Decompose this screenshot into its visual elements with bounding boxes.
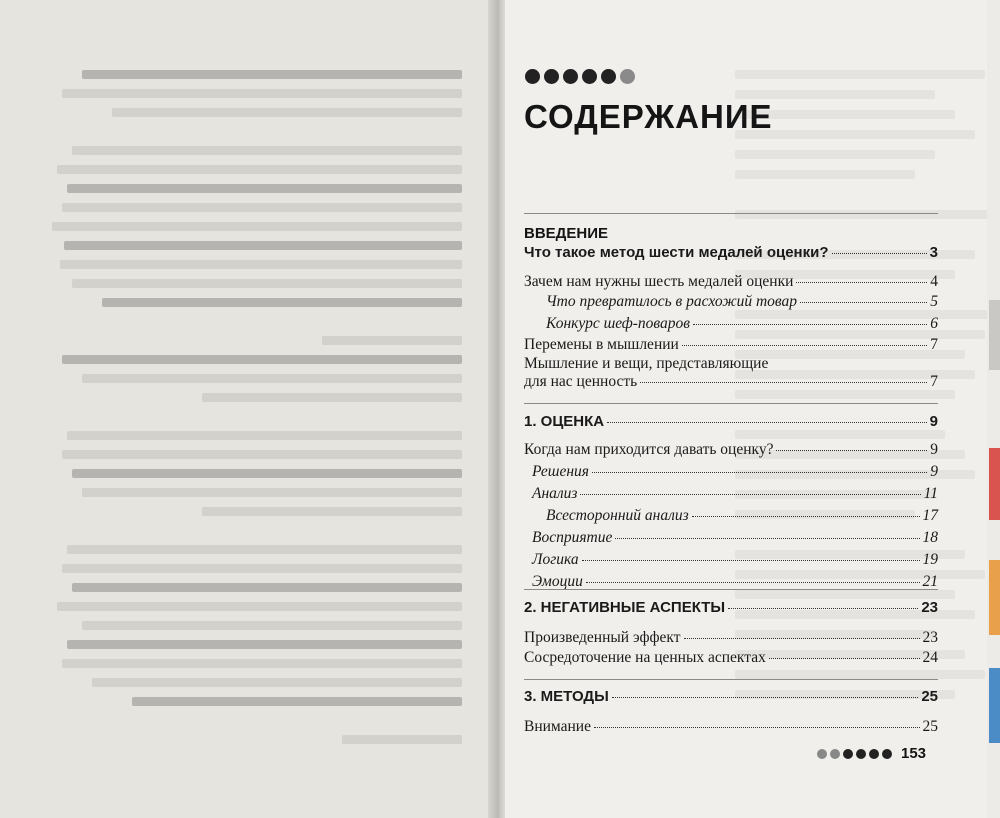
dot-icon xyxy=(869,749,879,759)
bleed-line xyxy=(202,507,462,516)
bleed-line xyxy=(735,150,935,159)
bleed-line xyxy=(64,241,462,250)
bleed-line xyxy=(72,469,462,478)
bleed-line xyxy=(57,602,462,611)
section-page: 25 xyxy=(921,688,938,705)
bleed-line xyxy=(57,165,462,174)
divider xyxy=(524,589,938,590)
toc-entry-label: Внимание xyxy=(524,718,591,735)
bleed-line xyxy=(132,697,462,706)
bleed-line xyxy=(342,735,462,744)
bleed-line xyxy=(62,89,462,98)
toc-entry-page: 3 xyxy=(929,244,938,261)
bleed-line xyxy=(67,431,462,440)
toc-entry-label: Зачем нам нужны шесть медалей оценки xyxy=(524,273,794,290)
dot-leader xyxy=(586,582,920,583)
toc-entry-label: Произведенный эффект xyxy=(524,629,681,646)
toc-entry-label: для нас ценность xyxy=(524,373,638,390)
dot-leader xyxy=(607,422,927,423)
edge-tab xyxy=(989,300,1000,370)
bleed-line xyxy=(67,545,462,554)
bleed-line xyxy=(735,70,985,79)
dot-leader xyxy=(592,472,927,473)
dot-leader xyxy=(692,516,920,517)
dot-leader xyxy=(615,538,919,539)
toc-entry xyxy=(524,485,938,503)
bleed-line xyxy=(62,659,462,668)
divider xyxy=(524,213,938,214)
toc-entry-page: 7 xyxy=(930,336,938,353)
toc-entry-label: Эмоции xyxy=(532,573,583,590)
toc-entry-label: Восприятие xyxy=(532,529,613,546)
section-label: 1. ОЦЕНКА xyxy=(524,413,605,430)
section-entry xyxy=(524,688,938,706)
bleed-line xyxy=(72,583,462,592)
bleed-line xyxy=(102,298,462,307)
toc-entry-page: 4 xyxy=(930,273,938,290)
section-label: 3. МЕТОДЫ xyxy=(524,688,609,705)
toc-entry-page: 6 xyxy=(930,315,938,332)
toc-entry xyxy=(524,463,938,481)
bleed-line xyxy=(67,184,462,193)
toc-entry xyxy=(524,273,938,291)
dot-leader xyxy=(800,302,927,303)
edge-tab-blue xyxy=(989,668,1000,743)
section-page: 9 xyxy=(929,413,938,430)
dot-leader xyxy=(832,253,927,254)
bleed-line xyxy=(60,260,462,269)
page-number: 153 xyxy=(901,745,927,762)
toc-entry xyxy=(524,336,938,354)
divider xyxy=(524,679,938,680)
toc-entry-page: 7 xyxy=(930,373,938,390)
toc-entry xyxy=(524,551,938,569)
bleed-line xyxy=(112,108,462,117)
dot-leader xyxy=(594,727,920,728)
bleed-line xyxy=(67,640,462,649)
dot-icon xyxy=(856,749,866,759)
bleed-line xyxy=(62,564,462,573)
toc-entry-page: 9 xyxy=(930,441,938,458)
toc-entry-page: 5 xyxy=(930,293,938,310)
edge-tab-orange xyxy=(989,560,1000,635)
bleed-line xyxy=(62,355,462,364)
title-dots xyxy=(525,69,635,84)
toc-entry-label: Анализ xyxy=(532,485,578,502)
dot-icon xyxy=(882,749,892,759)
toc-entry xyxy=(524,293,938,311)
page-edge-tabs xyxy=(987,0,1000,818)
toc-entry-label: Всесторонний анализ xyxy=(546,507,689,524)
dot-leader xyxy=(682,345,927,346)
section-label: 2. НЕГАТИВНЫЕ АСПЕКТЫ xyxy=(524,599,726,616)
dot-icon xyxy=(620,69,635,84)
section-entry xyxy=(524,413,938,431)
toc-entry-page: 9 xyxy=(930,463,938,480)
toc-entry-page: 17 xyxy=(922,507,938,524)
toc-entry xyxy=(524,629,938,647)
dot-leader xyxy=(684,638,920,639)
bleed-line xyxy=(735,390,955,399)
toc-entry xyxy=(524,718,938,736)
toc-entry-page: 21 xyxy=(922,573,938,590)
toc-entry xyxy=(524,315,938,333)
toc-entry xyxy=(524,373,938,391)
bleed-line xyxy=(735,590,955,599)
toc-entry xyxy=(524,244,938,262)
bleed-line xyxy=(62,450,462,459)
intro-heading: ВВЕДЕНИЕ xyxy=(524,225,608,242)
bleed-line xyxy=(52,222,462,231)
toc-entry-label: Что такое метод шести медалей оценки? xyxy=(524,244,829,261)
toc-entry-label: Конкурс шеф-поваров xyxy=(546,315,691,332)
bleed-line xyxy=(735,670,985,679)
dot-leader xyxy=(728,608,918,609)
bleed-line xyxy=(735,170,915,179)
toc-entry xyxy=(524,649,938,667)
dot-icon xyxy=(830,749,840,759)
toc-entry-label: Что превратилось в расхожий товар xyxy=(546,293,798,310)
dot-leader xyxy=(640,382,927,383)
dot-leader xyxy=(580,494,920,495)
page-title: СОДЕРЖАНИЕ xyxy=(524,98,773,135)
edge-tab-red xyxy=(989,448,1000,520)
right-page xyxy=(505,0,987,818)
dot-leader xyxy=(582,560,920,561)
bleed-line xyxy=(72,279,462,288)
dot-icon xyxy=(817,749,827,759)
bleed-line xyxy=(322,336,462,345)
toc-entry xyxy=(524,507,938,525)
toc-entry-page: 19 xyxy=(922,551,938,568)
dot-leader xyxy=(693,324,927,325)
dot-icon xyxy=(563,69,578,84)
bleed-line xyxy=(82,374,462,383)
dot-icon xyxy=(601,69,616,84)
bleed-line xyxy=(92,678,462,687)
left-page xyxy=(0,0,497,818)
bleed-line xyxy=(82,70,462,79)
dot-leader xyxy=(769,658,920,659)
dot-icon xyxy=(843,749,853,759)
bleed-line xyxy=(735,430,945,439)
toc-entry-page: 18 xyxy=(922,529,938,546)
toc-entry-page: 11 xyxy=(923,485,938,502)
bleed-line xyxy=(62,203,462,212)
bleed-line xyxy=(82,621,462,630)
dot-leader xyxy=(612,697,919,698)
toc-entry xyxy=(524,441,938,459)
bleed-line xyxy=(72,146,462,155)
dot-leader xyxy=(776,450,927,451)
toc-entry-label: Сосредоточение на ценных аспектах xyxy=(524,649,766,666)
toc-entry-label: Мышление и вещи, представляющие xyxy=(524,355,769,372)
toc-entry-label: Перемены в мышлении xyxy=(524,336,679,353)
bleed-line xyxy=(735,210,987,219)
toc-entry xyxy=(524,529,938,547)
dot-icon xyxy=(525,69,540,84)
toc-entry-label: Решения xyxy=(532,463,590,480)
bleed-line xyxy=(82,488,462,497)
dot-leader xyxy=(796,282,927,283)
page-footer xyxy=(817,745,926,762)
toc-entry-page: 25 xyxy=(922,718,938,735)
section-entry xyxy=(524,599,938,617)
toc-entry-label: Логика xyxy=(532,551,579,568)
toc-entry-label: Когда нам приходится давать оценку? xyxy=(524,441,774,458)
divider xyxy=(524,403,938,404)
toc-entry-page: 23 xyxy=(922,629,938,646)
toc-entry-page: 24 xyxy=(922,649,938,666)
bleed-line xyxy=(202,393,462,402)
section-page: 23 xyxy=(921,599,938,616)
dot-icon xyxy=(544,69,559,84)
dot-icon xyxy=(582,69,597,84)
